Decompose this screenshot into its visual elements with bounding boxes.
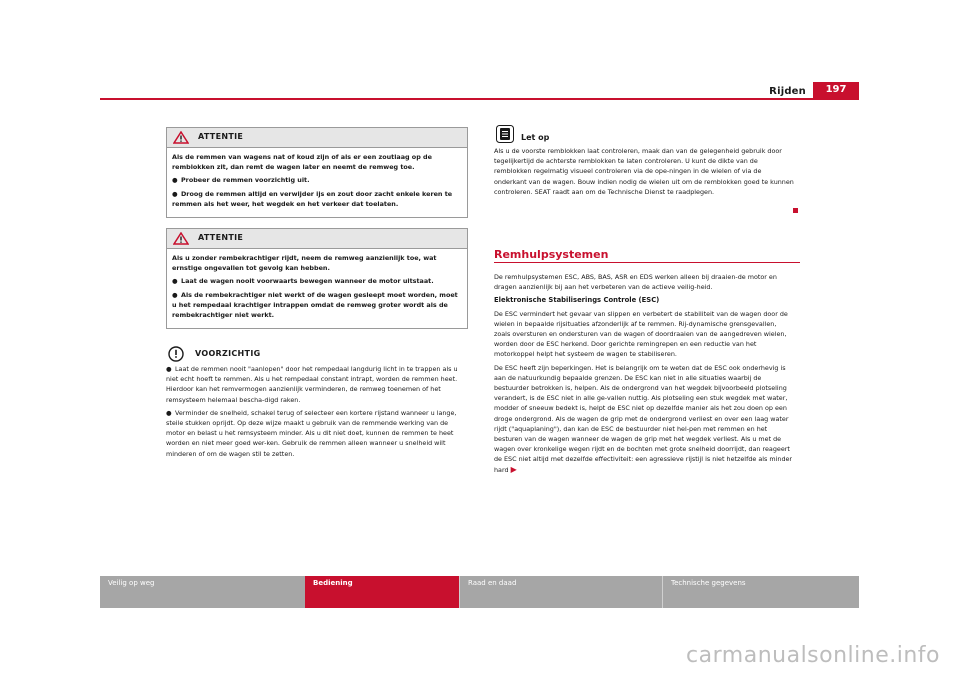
bullet-icon: ● xyxy=(172,176,178,185)
info-note-icon xyxy=(496,125,514,143)
caution-bullet: ● Verminder de snelheid, schakel terug of selecteer een kortere rijstand wanneer u lange, steile stukken oprijdt. Op deze wijze maakt u gebruik van de remmende werking van de motor en belast u het remsysteem minder. Als u dit niet doet, kunnen de remmen te heet worden en niet meer goed wer-ken. Gebruik de remmen alleen wanneer u snelheid wilt minderen of om de wagen stil te zetten. xyxy=(166,408,457,458)
warning-bullet: ● Als de rembekrachtiger niet werkt of de wagen gesleept moet worden, moet u het rempedaal krachtiger intrappen omdat de remweg groter wordt als de rembekrachtiger niet werkt. xyxy=(172,290,458,320)
section-end-marker xyxy=(793,208,798,213)
warning-box-header xyxy=(167,229,467,249)
caution-bullet: ● Laat de remmen nooit "aanlopen" door het rempedaal langdurig licht in te trappen als u niet echt hoeft te remmen. Als u het rempedaal constant intrapt, worden de remmen heet. Hierdoor kan het remvermogen aanzienlijk verminderen, de remweg toenemen of het remsysteem helemaal bescha-digd raken. xyxy=(166,365,458,404)
bullet-icon: ● xyxy=(172,189,178,198)
warning-bullet: ● Droog de remmen altijd en verwijder ijs en zout door zacht enkele keren te remmen als het weer, het wegdek en het verkeer dat toelaten. xyxy=(172,189,453,208)
footer-tab-veilig-op-weg[interactable]: Veilig op weg xyxy=(108,579,155,587)
warning-title: ATTENTIE xyxy=(198,233,244,242)
header-rule xyxy=(100,98,859,100)
bullet-icon: ● xyxy=(172,277,178,286)
running-header-title: Rijden xyxy=(769,86,806,97)
warning-box-1 xyxy=(166,127,468,218)
bullet-icon: ● xyxy=(166,365,172,373)
tip-title: Let op xyxy=(521,133,550,142)
warning-triangle-icon xyxy=(173,232,189,245)
warning-title: ATTENTIE xyxy=(198,132,244,141)
section-intro: De remhulpsystemen ESC, ABS, BAS, ASR en EDS werken alleen bij draaien-de motor en dragen aanzienlijk bij aan het verbeteren van de actieve veilig-heid. xyxy=(494,273,777,292)
footer-tab-raad-en-daad[interactable]: Raad en daad xyxy=(459,576,662,608)
caution-body xyxy=(166,364,466,462)
section-rule xyxy=(494,262,800,263)
warning-box-header xyxy=(167,128,467,148)
continue-arrow-icon: ▶ xyxy=(510,464,517,474)
bullet-icon: ● xyxy=(166,408,172,417)
footer-tab-bediening[interactable]: Bediening xyxy=(305,576,459,608)
warning-text: Als de remmen van wagens nat of koud zijn of als er een zoutlaag op de remblokken zit, dan remt de wagen later en neemt de remweg toe. xyxy=(172,153,432,172)
page-number: 197 xyxy=(813,82,859,98)
warning-triangle-icon xyxy=(173,131,189,144)
warning-bullet: ● Probeer de remmen voorzichtig uit. xyxy=(172,176,310,185)
tip-text: Als u de voorste remblokken laat controleren, maak dan van de gelegenheid gebruik door tegelijkertijd de achterste remblokken te laten controleren. U kunt de dikte van de remblokken regelmatig visueel controleren via de ope-ningen in de wielen of via de onderkant van de wagen. Bouw indien nodig de wielen uit om de remblokken goed te kunnen controleren. SEAT raadt aan om de Technische Dienst te raadplegen. xyxy=(494,147,794,196)
tip-body xyxy=(494,146,794,200)
caution-title: VOORZICHTIG xyxy=(195,349,261,358)
bullet-icon: ● xyxy=(172,290,178,299)
warning-bullet: ● Laat de wagen nooit voorwaarts bewegen wanneer de motor uitstaat. xyxy=(172,277,434,286)
section-body xyxy=(494,272,794,478)
section-paragraph: De ESC heeft zijn beperkingen. Het is belangrijk om te weten dat de ESC ook onderhevig is aan de natuurkundig bepaalde grenzen. De ESC kan niet in alle situaties waarbij de bestuurder betrokken is, helpen. Als de ondergrond van het wegdek bijvoorbeeld plotseling verandert, is de ESC niet in alle ge-vallen nuttig. Als plotseling een stuk wegdek met water, modder of sneeuw bedekt is, helpt de ESC niet op dezelfde manier als het zou doen op een droge ondergrond. Als de wagen de grip met de ondergrond verliest en over een laag water rijdt ("aquaplaning"), dan kan de ESC de bestuurder niet hel-pen met remmen en het besturen van de wagen wanneer de wagen de grip met het wegdek verliest. Als u met de wagen over kronkelige wegen rijdt en de bochten met grote snelheid doorrijdt, dan reageert de ESC niet altijd met dezelfde effectiviteit: een agressieve rijstijl is niet hetzelfde als minder hard ▶ xyxy=(494,363,793,474)
warning-text: Als u zonder rembekrachtiger rijdt, neem de remweg aanzienlijk toe, wat ernstige ongevallen tot gevolg kan hebben. xyxy=(172,254,437,273)
warning-box-2 xyxy=(166,228,468,329)
footer-tab-technische-gegevens[interactable]: Technische gegevens xyxy=(662,576,859,608)
section-title: Remhulpsystemen xyxy=(494,248,609,261)
watermark: carmanualsonline.info xyxy=(686,643,940,668)
section-paragraph: De ESC vermindert het gevaar van slippen en verbetert de stabiliteit van de wagen door de wielen in bepaalde rijsituaties afzonderlijk af te remmen. Rij-dynamische grensgevallen, zoals oversturen en ondersturen van de wagen of doordraaien van de aangedreven wielen, worden door de ESC herkend. Door gerichte remingrepen en een reductie van het motorkoppel helpt het systeem de wagen te stabiliseren. xyxy=(494,309,788,359)
caution-icon xyxy=(166,346,188,362)
section-subtitle: Elektronische Stabiliserings Controle (ESC) xyxy=(494,296,660,305)
footer-nav xyxy=(100,576,859,608)
